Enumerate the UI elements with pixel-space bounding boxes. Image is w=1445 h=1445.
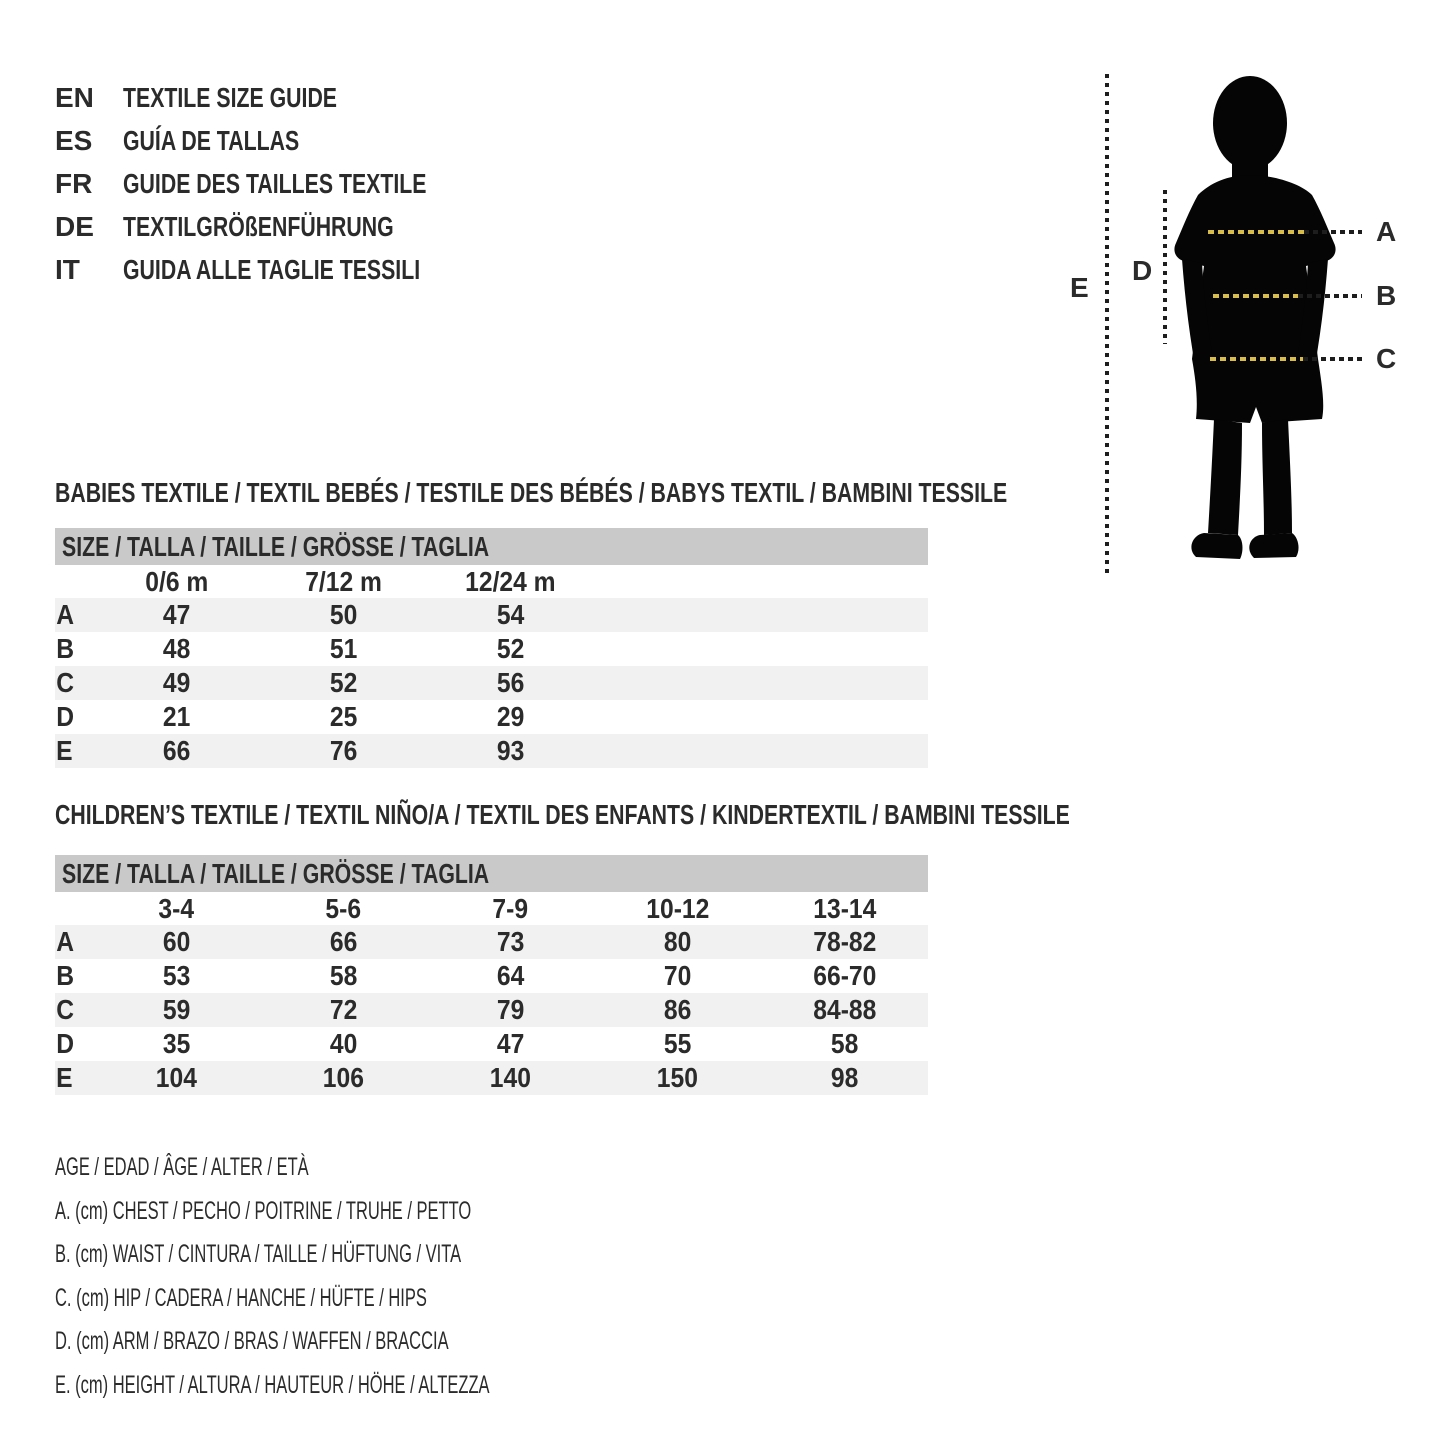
legend-line-height: E. (cm) HEIGHT / ALTURA / HAUTEUR / HÖHE / ALTEZZA <box>55 1370 490 1399</box>
legend-line-chest: A. (cm) CHEST / PECHO / POITRINE / TRUHE / PETTO <box>55 1196 472 1225</box>
lang-row-en <box>55 76 522 119</box>
babies-column-header-row <box>55 565 928 598</box>
children-section-title: CHILDREN’S TEXTILE / TEXTIL NIÑO/A / TEXTIL DES ENFANTS / KINDERTEXTIL / BAMBINI TESSILE <box>55 799 1070 830</box>
size-row-c: C 59 72 79 86 84-88 <box>55 993 928 1027</box>
column-header: 5-6 <box>325 892 362 924</box>
row-label: E <box>56 1062 73 1093</box>
size-row-d: D 21 25 29 <box>56 701 525 732</box>
lang-code: DE <box>55 210 94 242</box>
lang-code: EN <box>55 81 94 113</box>
row-label: C <box>56 994 75 1025</box>
language-title-block <box>55 76 522 291</box>
size-row-e: E 104 106 140 150 98 <box>55 1061 928 1095</box>
waist-measure-line-b <box>1213 294 1362 298</box>
row-label: B <box>56 960 75 991</box>
legend-line-age: AGE / EDAD / ÂGE / ALTER / ETÀ <box>55 1153 309 1182</box>
size-row-e: E 66 76 93 <box>55 734 928 768</box>
size-row-a: A 47 50 54 <box>55 598 928 632</box>
babies-size-header-bar: SIZE / TALLA / TAILLE / GRÖSSE / TAGLIA <box>55 528 928 565</box>
row-label: C <box>56 667 75 698</box>
chest-line-black-dots <box>1304 230 1362 234</box>
column-header: 0/6 m <box>144 565 209 597</box>
column-header: 10-12 <box>645 892 710 924</box>
lang-code: ES <box>55 124 93 156</box>
chest-line-yellow-dashes <box>1208 230 1304 234</box>
column-header: 13-14 <box>812 892 877 924</box>
column-header <box>761 566 928 598</box>
measure-label-a: A <box>1376 216 1397 247</box>
lang-title: TEXTILGRÖßENFÜHRUNG <box>123 210 394 242</box>
lang-title: TEXTILE SIZE GUIDE <box>123 81 338 113</box>
row-label: D <box>56 701 75 732</box>
lang-code: FR <box>55 167 93 199</box>
lang-title: GUIDA ALLE TAGLIE TESSILI <box>123 253 421 285</box>
size-row-b: B 53 58 64 70 66-70 <box>56 960 877 991</box>
size-row-b: B 48 51 52 <box>56 633 525 664</box>
children-size-table <box>55 855 928 1095</box>
legend-line-waist: B. (cm) WAIST / CINTURA / TAILLE / HÜFTUNG / VITA <box>55 1240 462 1269</box>
lang-row-it <box>55 248 522 291</box>
chest-measure-line-a <box>1208 230 1362 234</box>
column-header <box>594 566 761 598</box>
babies-section-title: BABIES TEXTILE / TEXTIL BEBÉS / TESTILE DES BÉBÉS / BABYS TEXTIL / BAMBINI TESSILE <box>55 477 1008 508</box>
lang-code: IT <box>55 253 80 285</box>
measurement-legend <box>55 1146 713 1407</box>
measure-label-d: D <box>1132 255 1153 286</box>
row-label: B <box>56 633 75 664</box>
hip-line-black-dots <box>1303 357 1362 361</box>
column-header: 12/24 m <box>465 565 556 597</box>
column-header: 7-9 <box>492 892 529 924</box>
row-label: A <box>56 599 75 630</box>
measure-label-b: B <box>1376 280 1397 311</box>
arm-measure-dotted-line-d <box>1163 190 1167 344</box>
lang-title: GUIDE DES TAILLES TEXTILE <box>123 167 427 199</box>
children-size-header-bar: SIZE / TALLA / TAILLE / GRÖSSE / TAGLIA <box>55 855 928 892</box>
children-column-header-row <box>55 892 928 925</box>
size-row-c: C 49 52 56 <box>55 666 928 700</box>
lang-row-de <box>55 205 522 248</box>
waist-line-black-dots <box>1298 294 1362 298</box>
size-row-d: D 35 40 47 55 58 <box>56 1028 859 1059</box>
hip-line-yellow-dashes <box>1210 357 1303 361</box>
lang-row-es <box>55 119 522 162</box>
measure-label-e: E <box>1070 272 1089 303</box>
lang-title: GUÍA DE TALLAS <box>123 124 300 156</box>
row-label: D <box>56 1028 75 1059</box>
size-row-a: A 60 66 73 80 78-82 <box>55 925 928 959</box>
column-header: 3-4 <box>158 892 195 924</box>
row-label: E <box>56 735 73 766</box>
lang-row-fr <box>55 162 522 205</box>
row-label: A <box>56 926 75 957</box>
waist-line-yellow-dashes <box>1213 294 1298 298</box>
legend-line-hip: C. (cm) HIP / CADERA / HANCHE / HÜFTE / HIPS <box>55 1283 427 1312</box>
column-header: 7/12 m <box>305 565 382 597</box>
hip-measure-line-c <box>1210 357 1362 361</box>
babies-size-table <box>55 528 928 768</box>
measure-label-c: C <box>1376 343 1397 374</box>
legend-line-arm: D. (cm) ARM / BRAZO / BRAS / WAFFEN / BRACCIA <box>55 1327 449 1356</box>
